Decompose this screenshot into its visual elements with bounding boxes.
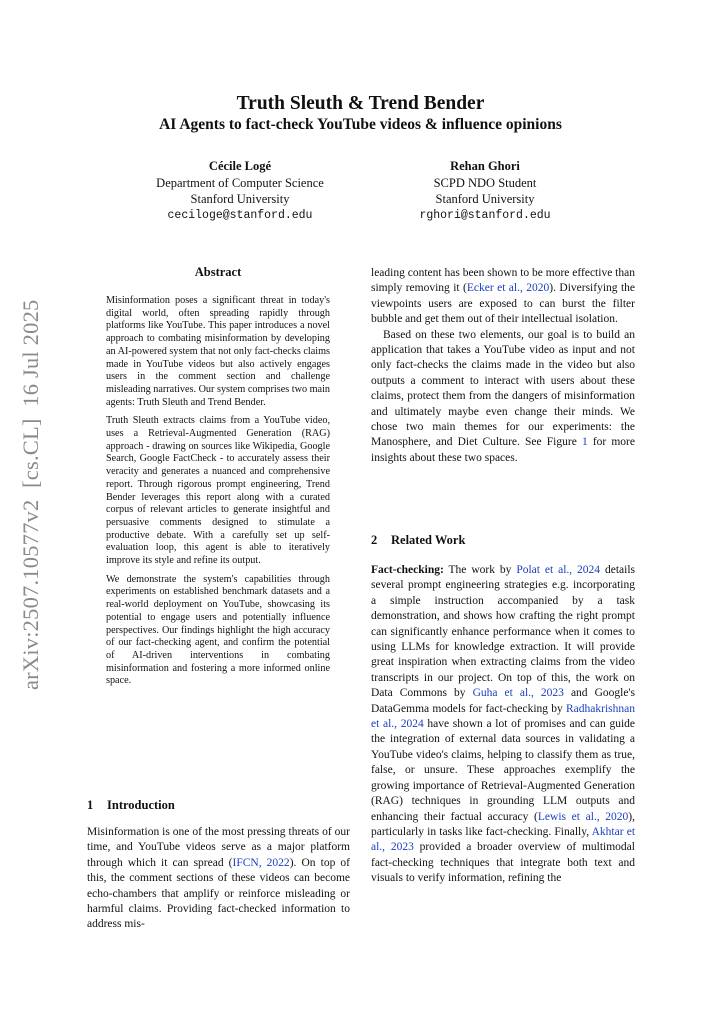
intro-text: ). On top of this, the comment sections of these videos can become echo-chambers that amplify or reinforce misleading or harmful claims. Providing fact-checked information to address mis- <box>87 856 350 931</box>
arxiv-stamp: arXiv:2507.10577v2 [cs.CL] 16 Jul 2025 <box>18 299 43 690</box>
author-email: ceciloge@stanford.edu <box>167 208 313 222</box>
abstract-paragraph: We demonstrate the system's capabilities through experiments on established benchmark datasets and a real-world deployment on YouTube, showcasing its potential to engage users and potentially influence perspectives. Our findings highlight the high accuracy of our fact-checking agent, and confirm the potential of AI-driven interventions in combating misinformation and fostering a more informed online space. <box>106 573 330 687</box>
intro-continuation <box>371 266 635 466</box>
body-text: The work by <box>443 564 517 576</box>
section-title: Related Work <box>391 533 466 547</box>
section-number: 2 <box>371 533 378 547</box>
citation-link[interactable]: Radhakrishnan et al., 2024 <box>371 702 635 731</box>
intro-text: ). Diversifying the viewpoints users are exposed to can burst the filter bubble and get them out of their intellectual isolation. <box>371 282 635 326</box>
body-text: provided a broader overview of multimodal fact-checking techniques that integrate both text and visuals to verify information, refining the <box>371 841 635 885</box>
abstract-body <box>106 295 330 694</box>
intro-paragraph <box>371 328 635 467</box>
abstract-heading: Abstract <box>194 265 242 279</box>
citation-link[interactable]: Akhtar et al., 2023 <box>371 825 636 854</box>
author-name: Rehan Ghori <box>450 159 520 173</box>
section-heading-related-work <box>371 533 465 548</box>
intro-paragraph <box>371 266 635 328</box>
related-work-paragraph <box>371 563 635 887</box>
paper-subtitle: AI Agents to fact-check YouTube videos & influence opinions <box>159 116 562 133</box>
abstract-paragraph: Misinformation poses a significant threat in today's digital world, often spreading rapidly through platforms like YouTube. This paper introduces a novel approach to combating misinformation by developing an AI-powered system that not only fact-checks claims made in YouTube videos but also actively engages users in the comment section and challenge misleading narratives. Our system comprises two main agents: Truth Sleuth and Trend Bender. <box>106 295 330 408</box>
author-institution: Stanford University <box>435 192 535 206</box>
intro-text: leading content has been shown to be more effective than simply removing it ( <box>371 267 635 295</box>
author-institution: Stanford University <box>190 192 290 206</box>
citation-link[interactable]: IFCN, 2022 <box>232 856 290 869</box>
author-name: Cécile Logé <box>208 159 272 173</box>
citation-link[interactable]: Guha et al., 2023 <box>472 687 564 700</box>
author-block-1 <box>130 158 350 224</box>
body-text: details several prompt engineering strategies e.g. incorporating a simple instruction accompanied by a task demonstration, and shows how crafting the right prompt can significantly enhance performance when it comes to using LLMs for knowledge extraction. It will provide great inspiration when extracting claims from the video transcripts in our project. On top of this, the work on Data Commons by <box>371 564 635 700</box>
introduction-paragraph <box>87 825 350 933</box>
intro-text: for more insights about these two spaces. <box>371 436 635 464</box>
intro-text: Based on these two elements, our goal is to build an application that takes a YouTube video as input and not only fact-checks the claims made in the video but also outputs a comment to interact with users about these claims, protect them from the dangers of misinformation and ultimately maybe even change their minds. We chose two main themes for our experiments: the Manosphere, and Diet Culture. See Figure <box>371 328 635 449</box>
section-title: Introduction <box>107 798 175 812</box>
author-affiliation: SCPD NDO Student <box>433 175 537 190</box>
figure-reference-link[interactable]: 1 <box>581 436 588 449</box>
intro-text: Misinformation is one of the most pressing threats of our time, and YouTube videos serve as a major platform through which it can spread ( <box>87 826 350 869</box>
section-number: 1 <box>87 798 94 812</box>
author-affiliation: Department of Computer Science <box>156 175 324 190</box>
section-heading-introduction <box>87 798 175 813</box>
body-text: and Google's DataGemma models for fact-checking by <box>371 687 635 715</box>
citation-link[interactable]: Polat et al., 2024 <box>516 564 601 576</box>
author-email: rghori@stanford.edu <box>419 208 551 222</box>
body-text: have shown a lot of promises and can guide the integration of external data sources in validating a YouTube video's claims, helping to classify them as true, false, or unsure. These approaches exemplify the growing importance of Retrieval-Augmented Generation (RAG) techniques in grounding LLM outputs and enhancing their factual accuracy ( <box>371 718 635 823</box>
body-text: ), particularly in tasks like fact-checking. Finally, <box>371 810 636 838</box>
author-block-2 <box>375 158 595 224</box>
abstract-paragraph: Truth Sleuth extracts claims from a YouTube video, uses a Retrieval-Augmented Generation (RAG) approach - drawing on sources like Wikipedia, Google Search, Google FactCheck - to accurately assess their veracity and generates a nuanced and comprehensive report. Through rigorous prompt engineering, Trend Bender leverages this report along with a curated corpus of relevant articles to generate insightful and persuasive comments designed to stimulate a productive debate. With a carefully set up self-evaluation loop, this agent is able to iteratively improve its style and refine its output. <box>106 415 330 567</box>
citation-link[interactable]: Lewis et al., 2020 <box>537 810 629 823</box>
paper-title: Truth Sleuth & Trend Bender <box>236 93 485 114</box>
citation-link[interactable]: Ecker et al., 2020 <box>466 282 550 295</box>
paragraph-label: Fact-checking: <box>371 564 444 576</box>
